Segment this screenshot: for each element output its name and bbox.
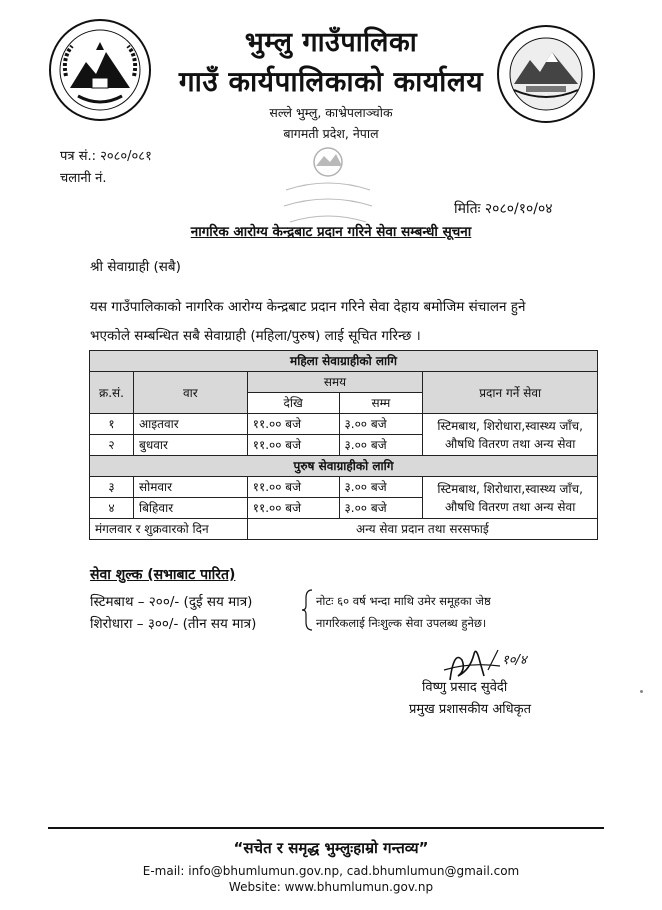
letter-number: पत्र सं.: २०८०/०८१ bbox=[60, 149, 152, 164]
col-header-time: समय bbox=[247, 372, 423, 393]
col-header-to: सम्म bbox=[339, 393, 423, 414]
footer-divider bbox=[48, 827, 604, 829]
service-schedule-table bbox=[89, 350, 598, 540]
row-day: आइतवार bbox=[133, 414, 247, 435]
table-row bbox=[90, 477, 598, 498]
organization-name: भुम्लु गाउँपालिका bbox=[244, 27, 418, 58]
row-sn: ४ bbox=[90, 498, 134, 519]
office-name: गाउँ कार्यपालिकाको कार्यालय bbox=[178, 65, 484, 98]
footer-motto: “सचेत र समृद्ध भुम्लुःहाम्रो गन्तव्य” bbox=[233, 839, 429, 857]
notice-title: नागरिक आरोग्य केन्द्रबाट प्रदान गरिने सेवा सम्बन्धी सूचना bbox=[190, 224, 472, 240]
curly-brace-icon bbox=[300, 588, 314, 632]
row-from: ११.०० बजे bbox=[247, 414, 339, 435]
letter-date: मितिः २०८०/१०/०४ bbox=[454, 201, 553, 217]
service-desc-line-1: स्टिमबाथ, शिरोधारा,स्वास्थ्य जाँच, bbox=[437, 481, 583, 496]
footer-email: E-mail: info@bhumlumun.gov.np, cad.bhumlumun@gmail.com bbox=[142, 864, 520, 878]
row-day: सोमवार bbox=[133, 477, 247, 498]
service-desc-line-2: औषधि वितरण तथा अन्य सेवा bbox=[444, 436, 576, 451]
row-to: ३.०० बजे bbox=[339, 498, 423, 519]
col-header-service: प्रदान गर्ने सेवा bbox=[423, 372, 598, 414]
row-day: बिहिवार bbox=[133, 498, 247, 519]
footer-website: Website: www.bhumlumun.gov.np bbox=[228, 880, 434, 894]
row-sn: १ bbox=[90, 414, 134, 435]
signature-date: १०/४ bbox=[502, 653, 527, 668]
fees-title: सेवा शुल्क (सभाबाट पारित) bbox=[90, 567, 236, 583]
col-header-from: देखि bbox=[247, 393, 339, 414]
body-line-1: यस गाउँपालिकाको नागरिक आरोग्य केन्द्रबाट प्रदान गरिने सेवा देहाय बमोजिम संचालन हुने bbox=[90, 299, 526, 315]
row-from: ११.०० बजे bbox=[247, 498, 339, 519]
office-seal-stamp bbox=[276, 136, 380, 236]
fee-steam-bath: स्टिमबाथ – २००/- (दुई सय मात्र) bbox=[90, 594, 253, 610]
men-heading: पुरुष सेवाग्राहीको लागि bbox=[90, 456, 598, 477]
women-service-description bbox=[423, 414, 598, 456]
scan-speck bbox=[640, 690, 643, 693]
table-header-row bbox=[90, 372, 598, 393]
table-row bbox=[90, 414, 598, 435]
table-section-heading-men bbox=[90, 456, 598, 477]
row-to: ३.०० बजे bbox=[339, 435, 423, 456]
women-heading: महिला सेवाग्राहीको लागि bbox=[90, 351, 598, 372]
row-from: ११.०० बजे bbox=[247, 477, 339, 498]
fee-note-line-2: नागरिकलाई निःशुल्क सेवा उपलब्ध हुनेछ। bbox=[316, 616, 487, 630]
address-line-2: बागमती प्रदेश, नेपाल bbox=[283, 126, 379, 141]
signatory-name: विष्णु प्रसाद सुवेदी bbox=[422, 680, 508, 695]
address-line-1: सल्ले भुम्लु, काभ्रेपलाञ्चोक bbox=[269, 105, 393, 120]
service-desc-line-1: स्टिमबाथ, शिरोधारा,स्वास्थ्य जाँच, bbox=[437, 418, 583, 433]
table-row-closing bbox=[90, 519, 598, 540]
row-day: बुधवार bbox=[133, 435, 247, 456]
body-line-2: भएकोले सम्बन्धित सबै सेवाग्राही (महिला/पुरुष) लाई सूचित गरिन्छ । bbox=[90, 328, 421, 344]
signatory-title: प्रमुख प्रशासकीय अधिकृत bbox=[409, 702, 532, 717]
row-to: ३.०० बजे bbox=[339, 414, 423, 435]
closing-description: अन्य सेवा प्रदान तथा सरसफाई bbox=[247, 519, 597, 540]
row-sn: ३ bbox=[90, 477, 134, 498]
men-service-description bbox=[423, 477, 598, 519]
service-desc-line-2: औषधि वितरण तथा अन्य सेवा bbox=[444, 499, 576, 514]
col-header-sn: क्र.सं. bbox=[90, 372, 134, 414]
row-from: ११.०० बजे bbox=[247, 435, 339, 456]
row-sn: २ bbox=[90, 435, 134, 456]
closing-days: मंगलवार र शुक्रवारको दिन bbox=[90, 519, 248, 540]
col-header-day: वार bbox=[133, 372, 247, 414]
salutation: श्री सेवाग्राही (सबै) bbox=[90, 259, 181, 275]
dispatch-number: चलानी नं. bbox=[60, 171, 107, 186]
table-section-heading-women bbox=[90, 351, 598, 372]
row-to: ३.०० बजे bbox=[339, 477, 423, 498]
fee-note-line-1: नोटः ६० वर्ष भन्दा माथि उमेर समूहका जेष्ठ bbox=[316, 594, 491, 608]
fee-shirodhara: शिरोधारा – ३००/- (तीन सय मात्र) bbox=[90, 616, 257, 632]
